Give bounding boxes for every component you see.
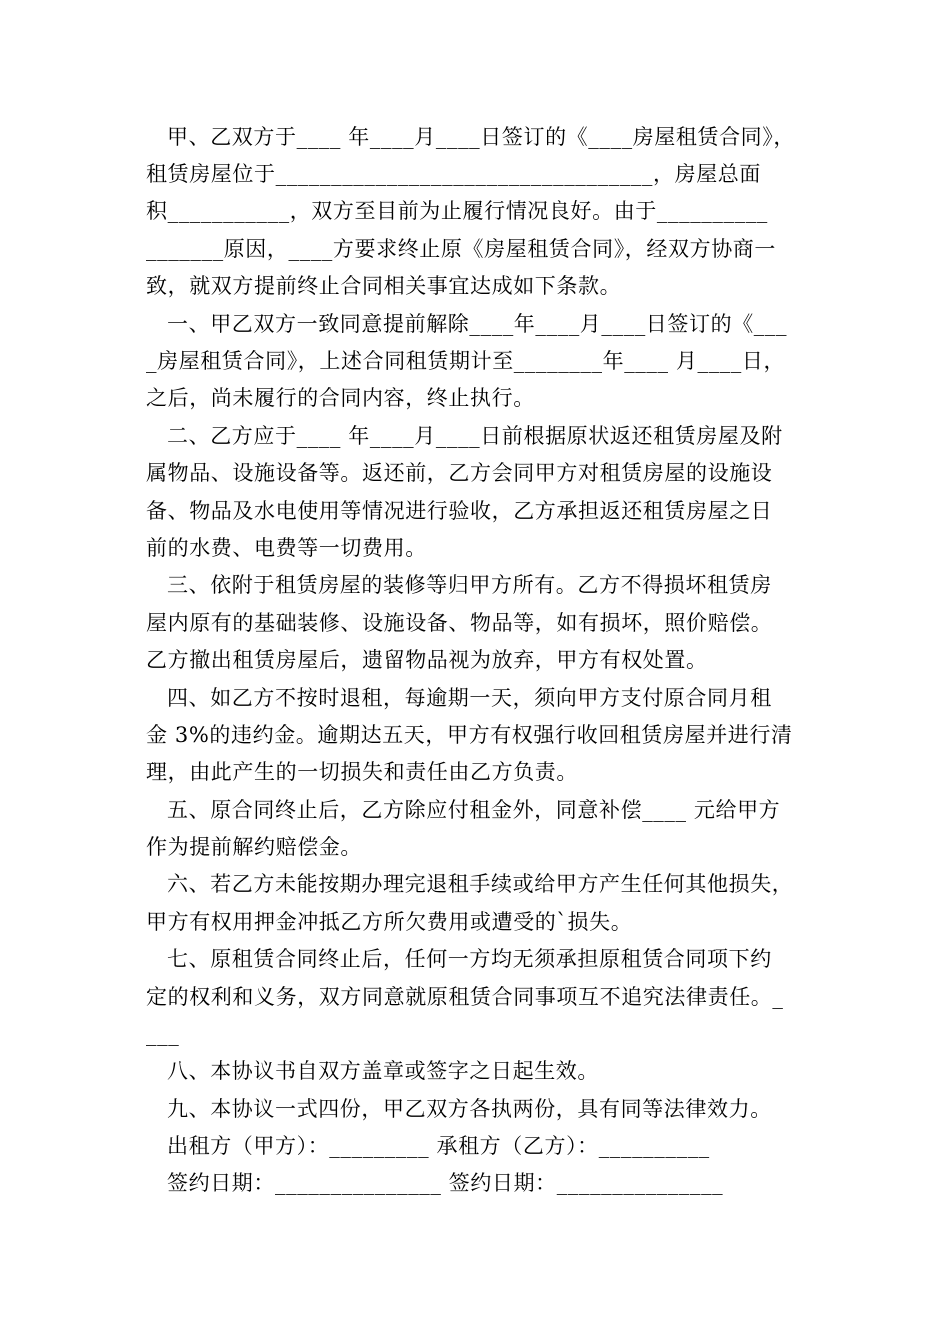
clause-5-line-1: 五、原合同终止后，乙方除应付租金外，同意补偿____ 元给甲方 <box>167 798 781 822</box>
clause-3-line-3: 乙方撤出租赁房屋后，遗留物品视为放弃，甲方有权处置。 <box>146 648 708 672</box>
clause-2-line-4: 前的水费、电费等一切费用。 <box>146 536 427 560</box>
clause-3-line-2: 屋内原有的基础装修、设施设备、物品等，如有损坏，照价赔偿。 <box>146 611 773 635</box>
clause-2-line-1: 二、乙方应于____ 年____月____日前根据原状返还租赁房屋及附 <box>167 424 783 448</box>
clause-4-line-3: 理，由此产生的一切损失和责任由乙方负责。 <box>146 760 578 784</box>
clause-2-line-2: 属物品、设施设备等。返还前，乙方会同甲方对租赁房屋的设施设 <box>146 461 773 485</box>
clause-6-line-2: 甲方有权用押金冲抵乙方所欠费用或遭受的`损失。 <box>146 910 633 934</box>
clause-4-line-1: 四、如乙方不按时退租，每逾期一天，须向甲方支付原合同月租 <box>167 686 772 710</box>
signature-dates-line: 签约日期：_______________ 签约日期：_______________ <box>167 1171 724 1195</box>
clause-8-line-1: 八、本协议书自双方盖章或签字之日起生效。 <box>167 1059 599 1083</box>
clause-9-line-1: 九、本协议一式四份，甲乙双方各执两份，具有同等法律效力。 <box>167 1097 772 1121</box>
paragraph-intro-line-4: _______原因，____方要求终止原《房屋租赁合同》，经双方协商一 <box>146 237 776 261</box>
paragraph-intro-line-1: 甲、乙双方于____ 年____月____日签订的《____房屋租赁合同》， <box>167 125 795 149</box>
paragraph-intro-line-2: 租赁房屋位于__________________________________，房屋总面 <box>146 162 761 186</box>
clause-7-line-1: 七、原租赁合同终止后，任何一方均无须承担原租赁合同项下约 <box>167 947 772 971</box>
clause-4-line-2: 金 3%的违约金。逾期达五天，甲方有权强行收回租赁房屋并进行清 <box>146 723 793 747</box>
clause-5-line-2: 作为提前解约赔偿金。 <box>146 835 362 859</box>
clause-3-line-1: 三、依附于租赁房屋的装修等归甲方所有。乙方不得损坏租赁房 <box>167 573 772 597</box>
clause-1-line-2: _房屋租赁合同》，上述合同租赁期计至________年____ 月____日， <box>146 349 786 373</box>
paragraph-intro-line-5: 致，就双方提前终止合同相关事宜达成如下条款。 <box>146 274 622 298</box>
paragraph-intro-line-3: 积___________，双方至目前为止履行情况良好。由于__________ <box>146 199 768 223</box>
clause-2-line-3: 备、物品及水电使用等情况进行验收，乙方承担返还租赁房屋之日 <box>146 499 773 523</box>
clause-1-line-3: 之后，尚未履行的合同内容，终止执行。 <box>146 386 535 410</box>
signature-parties-line: 出租方（甲方）：_________ 承租方（乙方）：__________ <box>167 1134 710 1158</box>
clause-7-line-2: 定的权利和义务，双方同意就原租赁合同事项互不追究法律责任。_ <box>146 985 784 1009</box>
clause-1-line-1: 一、甲乙双方一致同意提前解除____年____月____日签订的《___ <box>167 312 788 336</box>
clause-7-line-3: ___ <box>146 1022 180 1046</box>
clause-6-line-1: 六、若乙方未能按期办理完退租手续或给甲方产生任何其他损失， <box>167 872 794 896</box>
